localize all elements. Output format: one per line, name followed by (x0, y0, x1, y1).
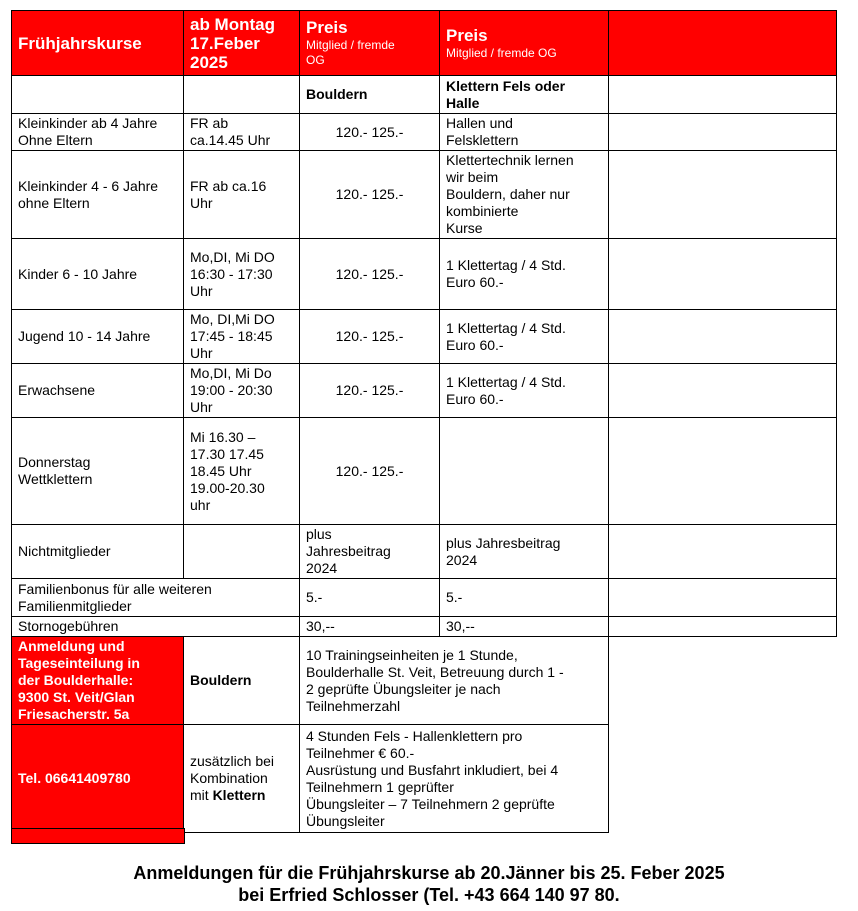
footer-note (0, 862, 858, 906)
subheader-bouldern: Bouldern (300, 76, 440, 114)
registration-desc: 10 Trainingseinheiten je 1 Stunde, Boulderhalle St. Veit, Betreuung durch 1 - 2 geprüfte Übungsleiter je nach Teilnehmerzahl (300, 637, 609, 725)
course-time: Mo,DI, Mi Do 19:00 - 20:30 Uhr (184, 364, 300, 418)
header-price-boulder: Preis Mitglied / fremde OG (300, 11, 440, 76)
course-name: Erwachsene (12, 364, 184, 418)
course-name: Kinder 6 - 10 Jahre (12, 239, 184, 310)
course-name: Kleinkinder ab 4 Jahre Ohne Eltern (12, 114, 184, 151)
red-strip (11, 828, 185, 844)
course-name: Nichtmitglieder (12, 525, 184, 579)
price-climb: Hallen und Felsklettern (440, 114, 609, 151)
price-climb: 1 Klettertag / 4 Std. Euro 60.- (440, 310, 609, 364)
price-climb: plus Jahresbeitrag 2024 (440, 525, 609, 579)
family-price-boulder: 5.- (300, 579, 440, 617)
registration-type: Bouldern (184, 637, 300, 725)
course-time: Mo,DI, Mi DO 16:30 - 17:30 Uhr (184, 239, 300, 310)
combination-note: zusätzlich bei Kombination mit Klettern (184, 725, 300, 833)
price-climb: Klettertechnik lernen wir beim Bouldern, daher nur kombinierte Kurse (440, 151, 609, 239)
course-name: Donnerstag Wettklettern (12, 418, 184, 525)
header-start-date: ab Montag 17.Feber 2025 (184, 11, 300, 76)
family-bonus-label: Familienbonus für alle weiteren Familienmitglieder (12, 579, 300, 617)
course-time: Mo, DI,Mi DO 17:45 - 18:45 Uhr (184, 310, 300, 364)
registration-info: Anmeldung und Tageseinteilung in der Boulderhalle: 9300 St. Veit/Glan Friesacherstr. 5a (12, 637, 184, 725)
course-time (184, 525, 300, 579)
table-row (12, 418, 837, 525)
price-climb (440, 418, 609, 525)
family-row (12, 579, 837, 617)
price-boulder: 120.- 125.- (300, 239, 440, 310)
storno-price-boulder: 30,-- (300, 617, 440, 637)
storno-row (12, 617, 837, 637)
table-row (12, 525, 837, 579)
course-time: FR ab ca.14.45 Uhr (184, 114, 300, 151)
price-climb: 1 Klettertag / 4 Std. Euro 60.- (440, 364, 609, 418)
table-row (12, 364, 837, 418)
footer-line-2: bei Erfried Schlosser (Tel. +43 664 140 97 80. (238, 885, 620, 905)
course-table (11, 10, 837, 833)
family-price-climb: 5.- (440, 579, 609, 617)
header-price-climb: Preis Mitglied / fremde OG (440, 11, 609, 76)
storno-label: Stornogebühren (12, 617, 300, 637)
footer-line-1: Anmeldungen für die Frühjahrskurse ab 20.Jänner bis 25. Feber 2025 (133, 863, 725, 883)
table-row (12, 310, 837, 364)
phone-number: Tel. 06641409780 (12, 725, 184, 833)
price-boulder: plus Jahresbeitrag 2024 (300, 525, 440, 579)
price-boulder: 120.- 125.- (300, 114, 440, 151)
table-row (12, 239, 837, 310)
course-name: Jugend 10 - 14 Jahre (12, 310, 184, 364)
table-row (12, 114, 837, 151)
table-row (12, 151, 837, 239)
storno-price-climb: 30,-- (440, 617, 609, 637)
subheader-klettern: Klettern Fels oder Halle (440, 76, 609, 114)
course-time: FR ab ca.16 Uhr (184, 151, 300, 239)
header-empty (609, 11, 837, 76)
climbing-desc: 4 Stunden Fels - Hallenklettern pro Teilnehmer € 60.- Ausrüstung und Busfahrt inkludiert, bei 4 Teilnehmern 1 geprüfter Übungsleiter – 7 Teilnehmern 2 geprüfte Übungsleiter (300, 725, 609, 833)
course-name: Kleinkinder 4 - 6 Jahre ohne Eltern (12, 151, 184, 239)
header-courses: Frühjahrskurse (12, 11, 184, 76)
course-time: Mi 16.30 – 17.30 17.45 18.45 Uhr 19.00-20.30 uhr (184, 418, 300, 525)
price-boulder: 120.- 125.- (300, 151, 440, 239)
phone-row (12, 725, 837, 833)
price-boulder: 120.- 125.- (300, 310, 440, 364)
price-climb: 1 Klettertag / 4 Std. Euro 60.- (440, 239, 609, 310)
registration-row (12, 637, 837, 725)
price-boulder: 120.- 125.- (300, 418, 440, 525)
price-boulder: 120.- 125.- (300, 364, 440, 418)
header-row (12, 11, 837, 76)
subheader-row (12, 76, 837, 114)
